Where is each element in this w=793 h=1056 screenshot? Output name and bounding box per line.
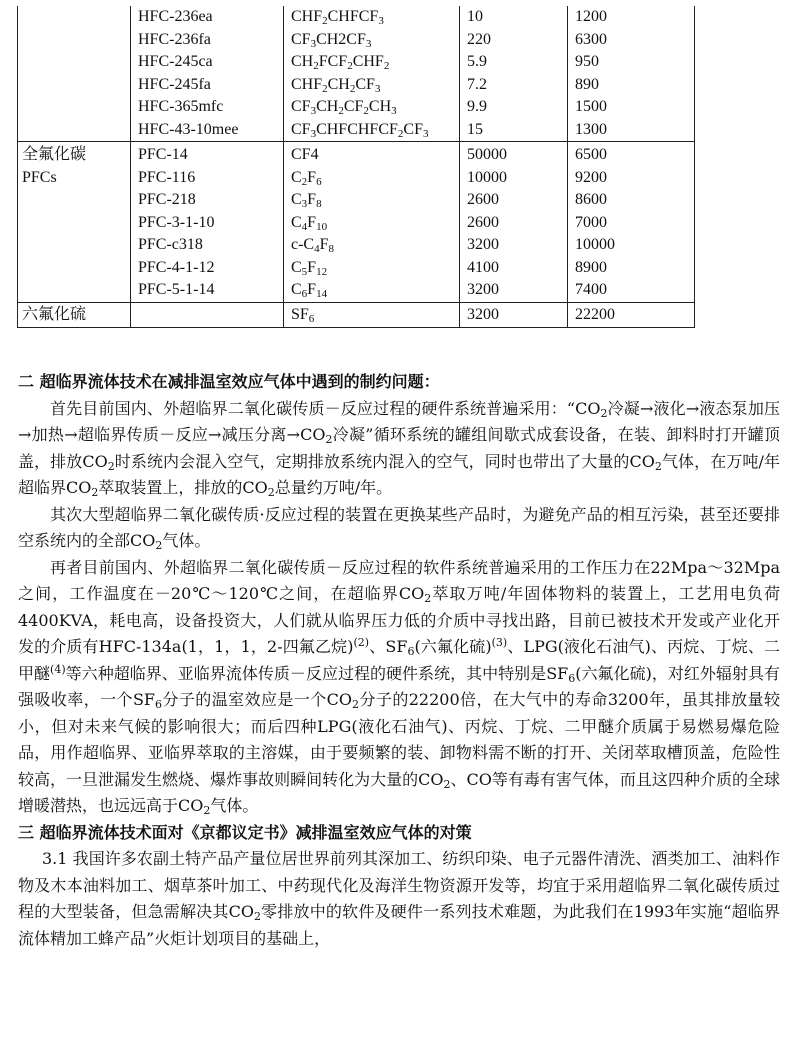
gas-gwp: 950 — [568, 51, 695, 74]
group-cell-hfc — [18, 6, 131, 29]
gas-formula: $CHF_2CHFCF_3$ — [284, 6, 460, 29]
gas-formula: $CF_3CH_2CF_2CH_3$ — [284, 96, 460, 119]
gas-gwp: 1300 — [568, 119, 695, 142]
gas-lifetime: 10 — [460, 6, 568, 29]
table-row — [18, 96, 695, 119]
paragraph: 其次大型超临界二氧化碳传质·反应过程的装置在更换某些产品时，为避免产品的相互污染，甚至还要排空系统内的全部$CO_2$气体。 — [18, 504, 780, 552]
table-row — [18, 302, 695, 328]
table-row — [18, 119, 695, 142]
gas-gwp: 1500 — [568, 96, 695, 119]
gas-gwp: 9200 — [568, 167, 695, 190]
gas-gwp: 6300 — [568, 29, 695, 52]
gas-gwp: 8600 — [568, 189, 695, 212]
paragraph: 再者目前国内、外超临界二氧化碳传质－反应过程的软件系统普遍采用的工作压力在22Mpa～32Mpa之间，工作温度在－20℃～120℃之间，在超临界$CO_2$萃取万吨/年固体物料的装置上，工艺用电负荷4400KVA，耗电高，设备投资大，人们就从临界压力低的介质中寻找出路，目前已被技术开发或产业化开发的介质有HFC-134a(1，1，1，2-四氟乙烷)$^{(2)}$、$SF_6$(六氟化硫)$^{(3)}$、LPG(液化石油气)、丙烷、丁烷、二甲醚$^{(4)}$等六种超临界、亚临界流体传质－反应过程的硬件系统，其中特别是$SF_6$(六氟化硫)，对红外辐射具有强吸收率，一个$SF_6$分子的温室效应是一个$CO_2$分子的22200倍，在大气中的寿命3200年，虽其排放量较小，但对未来气候的影响很大；而后四种LPG(液化石油气)、丙烷、丁烷、二甲醚介质属于易燃易爆危险品，用作超临界、亚临界萃取的主溶媒，由于要频繁的装、卸物料需不断的打开、关闭萃取槽顶盖，危险性较高，一旦泄漏发生燃烧、爆炸事故则瞬间转化为大量的$CO_2$、CO等有毒有害气体，而且这四种介质的全球增暖潜热，也远远高于$CO_2$气体。 — [18, 557, 780, 817]
section-heading: 三 超临界流体技术面对《京都议定书》减排温室效应气体的对策 — [18, 822, 472, 842]
gas-gwp: 7000 — [568, 212, 695, 235]
gas-gwp: 6500 — [568, 142, 695, 167]
group-cell-pfc — [18, 142, 131, 303]
gas-lifetime: 9.9 — [460, 96, 568, 119]
gas-lifetime: 50000 — [460, 142, 568, 167]
gas-formula: $SF_6$ — [284, 302, 460, 328]
gas-lifetime: 3200 — [460, 302, 568, 328]
gas-gwp: 890 — [568, 74, 695, 97]
gas-name: HFC-245fa — [131, 74, 284, 97]
gas-formula: CF4 — [284, 142, 460, 167]
gas-gwp: 8900 — [568, 257, 695, 280]
paragraph: 3.1 我国许多农副土特产品产量位居世界前列其深加工、纺织印染、电子元器件清洗、酒类加工、油料作物及木本油料加工、烟草茶叶加工、中药现代化及海洋生物资源开发等，均宜于采用超临界二氧化碳传质过程的大型装备，但急需解决其$CO_2$零排放中的软件及硬件一系列技术难题，为此我们在1993年实施“超临界流体精加工蜂产品”火炬计划项目的基础上， — [18, 849, 780, 948]
gas-name: HFC-236fa — [131, 29, 284, 52]
gas-formula: $C_4F_{10}$ — [284, 212, 460, 235]
gas-name: HFC-245ca — [131, 51, 284, 74]
gas-gwp: 10000 — [568, 234, 695, 257]
gas-name: PFC-14 — [131, 142, 284, 167]
gas-name: PFC-218 — [131, 189, 284, 212]
gas-lifetime: 3200 — [460, 234, 568, 257]
gas-name: PFC-116 — [131, 167, 284, 190]
gas-name: PFC-4-1-12 — [131, 257, 284, 280]
gas-formula: $CF_3CH2CF_3$ — [284, 29, 460, 52]
gas-table — [17, 6, 695, 328]
gas-name: PFC-5-1-14 — [131, 279, 284, 302]
group-label: 全氟化碳 — [22, 146, 87, 163]
gas-lifetime: 2600 — [460, 212, 568, 235]
document-body — [18, 369, 780, 952]
group-label: PFCs — [22, 168, 57, 186]
gas-name: PFC-3-1-10 — [131, 212, 284, 235]
paragraph: 首先目前国内、外超临界二氧化碳传质－反应过程的硬件系统普遍采用：“$CO_2$冷凝→液化→液态泵加压→加热→超临界传质－反应→减压分离$\to CO_2$冷凝”循环系统的罐组间歇式成套设备，在装、卸料时打开罐顶盖，排放$CO_2$时系统内会混入空气，定期排放系统内混入的空气，同时也带出了大量的$CO_2$气体，在万吨/年超临界$CO_2$萃取装置上，排放的$CO_2$总量约万吨/年。 — [18, 398, 780, 499]
table-row — [18, 142, 695, 167]
gas-lifetime: 10000 — [460, 167, 568, 190]
gas-formula: $C_5F_{12}$ — [284, 257, 460, 280]
gas-formula: $CHF_2CH_2CF_3$ — [284, 74, 460, 97]
gas-name: HFC-43-10mee — [131, 119, 284, 142]
gas-lifetime: 2600 — [460, 189, 568, 212]
gas-formula: $CH_2FCF_2CHF_2$ — [284, 51, 460, 74]
table-row — [18, 51, 695, 74]
group-cell-sf6: 六氟化硫 — [18, 302, 131, 328]
gas-formula: $CF_3CHFCHFCF_2CF_3$ — [284, 119, 460, 142]
gas-name — [131, 302, 284, 328]
gas-gwp: 1200 — [568, 6, 695, 29]
gas-formula: $C_2F_6$ — [284, 167, 460, 190]
gas-name: HFC-236ea — [131, 6, 284, 29]
gas-gwp: 7400 — [568, 279, 695, 302]
gas-lifetime: 4100 — [460, 257, 568, 280]
gas-lifetime: 15 — [460, 119, 568, 142]
table-row — [18, 29, 695, 52]
gas-gwp: 22200 — [568, 302, 695, 328]
gas-name: PFC-c318 — [131, 234, 284, 257]
gas-name: HFC-365mfc — [131, 96, 284, 119]
table-row — [18, 74, 695, 97]
gas-lifetime: 7.2 — [460, 74, 568, 97]
gas-lifetime: 5.9 — [460, 51, 568, 74]
gas-lifetime: 220 — [460, 29, 568, 52]
gas-lifetime: 3200 — [460, 279, 568, 302]
section-heading: 二 超临界流体技术在减排温室效应气体中遇到的制约问题： — [18, 372, 440, 391]
gas-formula: $C_6F_{14}$ — [284, 279, 460, 302]
gas-formula: $C_3F_8$ — [284, 189, 460, 212]
table-row — [18, 6, 695, 29]
gas-formula: $c-C_4F_8$ — [284, 234, 460, 257]
